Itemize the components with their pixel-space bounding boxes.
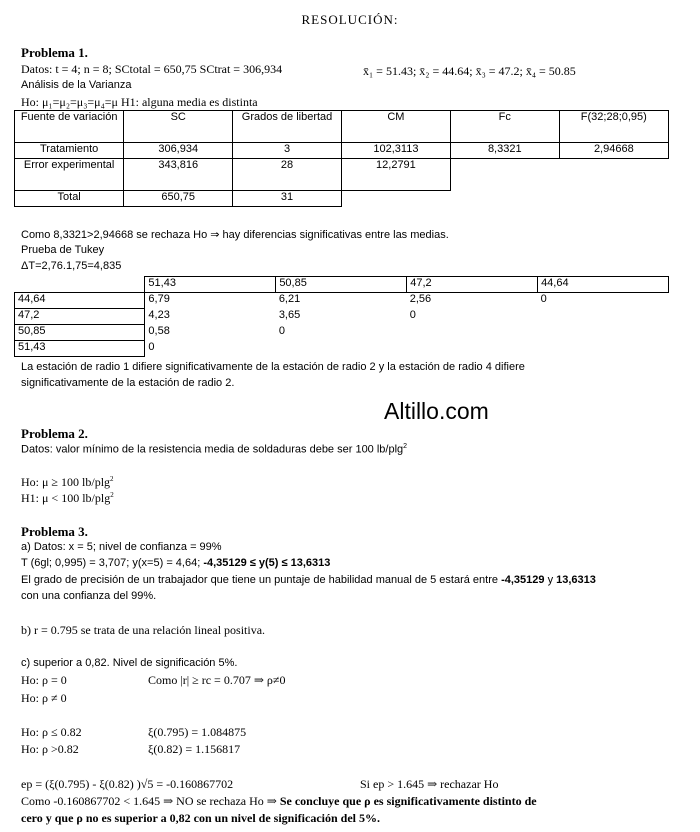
problem-2-h1-text: H1: μ < 100 lb/plg	[21, 491, 111, 505]
tukey-cell: 3,65	[278, 308, 301, 321]
anova-empty-cell	[450, 159, 559, 191]
anova-header-cell: CM	[341, 111, 450, 143]
problem-2-h0: Ho: μ ≥ 100 lb/plg$^2$	[21, 475, 114, 489]
anova-cell: 343,816	[124, 159, 233, 191]
tukey-cell	[407, 325, 538, 341]
tukey-row	[15, 309, 669, 325]
anova-cell: Tratamiento	[15, 143, 124, 159]
anova-header-cell: Fuente de variación	[15, 111, 124, 143]
problem-3-c-como: Como |r| ≥ rc = 0.707 ⇒ ρ≠0	[148, 673, 286, 687]
anova-cell: 3	[233, 143, 342, 159]
anova-header-cell: Fc	[450, 111, 559, 143]
tukey-cell: 0	[148, 340, 155, 353]
anova-cell: 306,934	[124, 143, 233, 159]
tukey-cell: 6,21	[278, 293, 301, 305]
tukey-header-row	[15, 277, 669, 293]
problem-1-title: Problema 1.	[21, 45, 88, 60]
tukey-row-label: 51,43	[15, 341, 145, 357]
anova-header-cell: F(32;28;0,95)	[559, 111, 668, 143]
tukey-cell: 0	[278, 324, 285, 337]
tukey-cell: 4,23	[148, 308, 170, 321]
tukey-cell: 6,79	[148, 293, 170, 305]
tukey-cell	[276, 341, 407, 357]
anova-table	[14, 110, 669, 207]
problem-3-c-h0-3: Ho: ρ ≤ 0.82	[21, 725, 82, 739]
problem-3-c-xi-1: ξ(0.795) = 1.084875	[148, 725, 247, 739]
anova-empty-cell	[559, 191, 668, 207]
problem-3-a-confidence: con una confianza del 99%.	[21, 590, 157, 602]
problem-3-c-ep: ep = (ξ(0.795) - ξ(0.82) )√5 = -0.160867702	[21, 777, 234, 791]
anova-empty-cell	[341, 191, 450, 207]
problem-3-c-h0-2: Ho: ρ ≠ 0	[21, 691, 67, 705]
precision-text: El grado de precisión de un trabajador que tiene un puntaje de habilidad manual de 5 estará entre	[21, 574, 502, 586]
problem-3-a-interval	[21, 557, 330, 569]
problem-1-means: x̄₁ = 51.43; x̄₂ = 44.64; x̄₃ = 47.2; x̄₄ = 50.85	[363, 64, 576, 78]
problem-2-datos-text: Datos: valor mínimo de la resistencia media de soldaduras debe ser 100 lb/plg	[21, 443, 404, 456]
problem-2-datos: Datos: valor mínimo de la resistencia media de soldaduras debe ser 100 lb/plg$^2$	[21, 443, 408, 456]
tukey-cell	[538, 341, 669, 357]
watermark-logo: Altillo.com	[384, 398, 489, 424]
tukey-row-label: 50,85	[15, 325, 145, 341]
anova-header-cell: SC	[124, 111, 233, 143]
problem-3-title: Problema 3.	[21, 524, 88, 539]
anova-row	[15, 143, 669, 159]
tukey-cell: 0,58	[148, 324, 170, 337]
anova-cell: Error experimental	[15, 159, 124, 191]
anova-empty-cell	[450, 191, 559, 207]
problem-1-datos: Datos: t = 4; n = 8; SCtotal = 650,75 SCtrat = 306,934	[21, 62, 283, 76]
tukey-header-cell: 51,43	[145, 277, 276, 293]
problem-2-title: Problema 2.	[21, 426, 88, 441]
tukey-corner-cell	[15, 277, 145, 293]
tukey-row	[15, 293, 669, 309]
anova-cell: 12,2791	[341, 159, 450, 191]
tukey-cell: 0	[409, 308, 416, 321]
conclusion-bold: Se concluye que ρ es significativamente distinto de	[279, 794, 537, 808]
tukey-cell: 0	[540, 293, 547, 305]
anova-cell: 650,75	[124, 191, 233, 207]
interval-text: T (6gl; 0,995) = 3,707; y(x=5) = 4,64;	[21, 557, 204, 569]
problem-3-c-h0-4: Ho: ρ >0.82	[21, 742, 79, 756]
problem-3-c-xi-2: ξ(0.82) = 1.156817	[148, 742, 241, 756]
anova-cell: 2,94668	[559, 143, 668, 159]
anova-cell: 31	[233, 191, 342, 207]
anova-row	[15, 159, 669, 191]
problem-3-b: b) r = 0.795 se trata de una relación lineal positiva.	[21, 623, 266, 637]
tukey-row	[15, 341, 669, 357]
anova-row	[15, 191, 669, 207]
problem-3-c-conclusion-1	[21, 794, 537, 809]
tukey-row	[15, 325, 669, 341]
problem-2-h0-text: Ho: μ ≥ 100 lb/plg	[21, 475, 111, 489]
tukey-delta: ΔT=2,76.1,75=4,835	[21, 260, 122, 272]
anova-header-row	[15, 111, 669, 143]
tukey-cell	[538, 325, 669, 341]
tukey-conclusion-line-1: La estación de radio 1 difiere significativamente de la estación de radio 2 y la estación de radio 4 difiere	[21, 361, 525, 373]
anova-empty-cell	[559, 159, 668, 191]
conclusion-text: Como -0.160867702 < 1.645 ⇒ NO se rechaza Ho ⇒	[21, 794, 280, 808]
tukey-header-cell: 47,2	[407, 277, 538, 293]
tukey-cell	[538, 309, 669, 325]
anova-cell: 28	[233, 159, 342, 191]
tukey-header-cell: 50,85	[276, 277, 407, 293]
tukey-conclusion-line-2: significativamente de la estación de radio 2.	[21, 377, 235, 389]
tukey-row-label: 47,2	[15, 309, 145, 325]
anova-cell: Total	[15, 191, 124, 207]
tukey-title: Prueba de Tukey	[21, 244, 105, 256]
tukey-header-cell: 44,64	[538, 277, 669, 293]
problem-1-hypotheses: Ho: μ₁=μ₂=μ₃=μ₄=μ H1: alguna media es distinta	[21, 95, 258, 109]
precision-high: 13,6313	[556, 574, 596, 586]
problem-3-c-conclusion-2: cero y que ρ no es superior a 0,82 con un nivel de significación del 5%.	[21, 811, 380, 825]
problem-3-c-header: c) superior a 0,82. Nivel de significación 5%.	[21, 657, 238, 669]
problem-3-a-datos: a) Datos: x = 5; nivel de confianza = 99%	[21, 541, 222, 553]
tukey-row-label: 44,64	[15, 293, 145, 309]
anova-subtitle: Análisis de la Varianza	[21, 79, 132, 91]
page-heading: RESOLUCIÓN:	[301, 12, 399, 27]
anova-conclusion: Como 8,3321>2,94668 se rechaza Ho ⇒ hay diferencias significativas entre las medias.	[21, 229, 449, 241]
problem-3-c-h0-1: Ho: ρ = 0	[21, 673, 67, 687]
anova-header-cell: Grados de libertad	[233, 111, 342, 143]
problem-3-a-precision	[21, 574, 596, 586]
tukey-table	[14, 276, 669, 357]
problem-2-h1: H1: μ < 100 lb/plg$^2$	[21, 491, 114, 505]
anova-cell: 8,3321	[450, 143, 559, 159]
tukey-cell: 2,56	[409, 293, 432, 305]
interval-bold: -4,35129 ≤ y(5) ≤ 13,6313	[203, 557, 331, 569]
tukey-cell	[407, 341, 538, 357]
anova-cell: 102,3113	[341, 143, 450, 159]
problem-3-c-rule: Si ep > 1.645 ⇒ rechazar Ho	[360, 777, 499, 791]
precision-low: -4,35129	[501, 574, 545, 586]
precision-and: y	[544, 574, 557, 586]
